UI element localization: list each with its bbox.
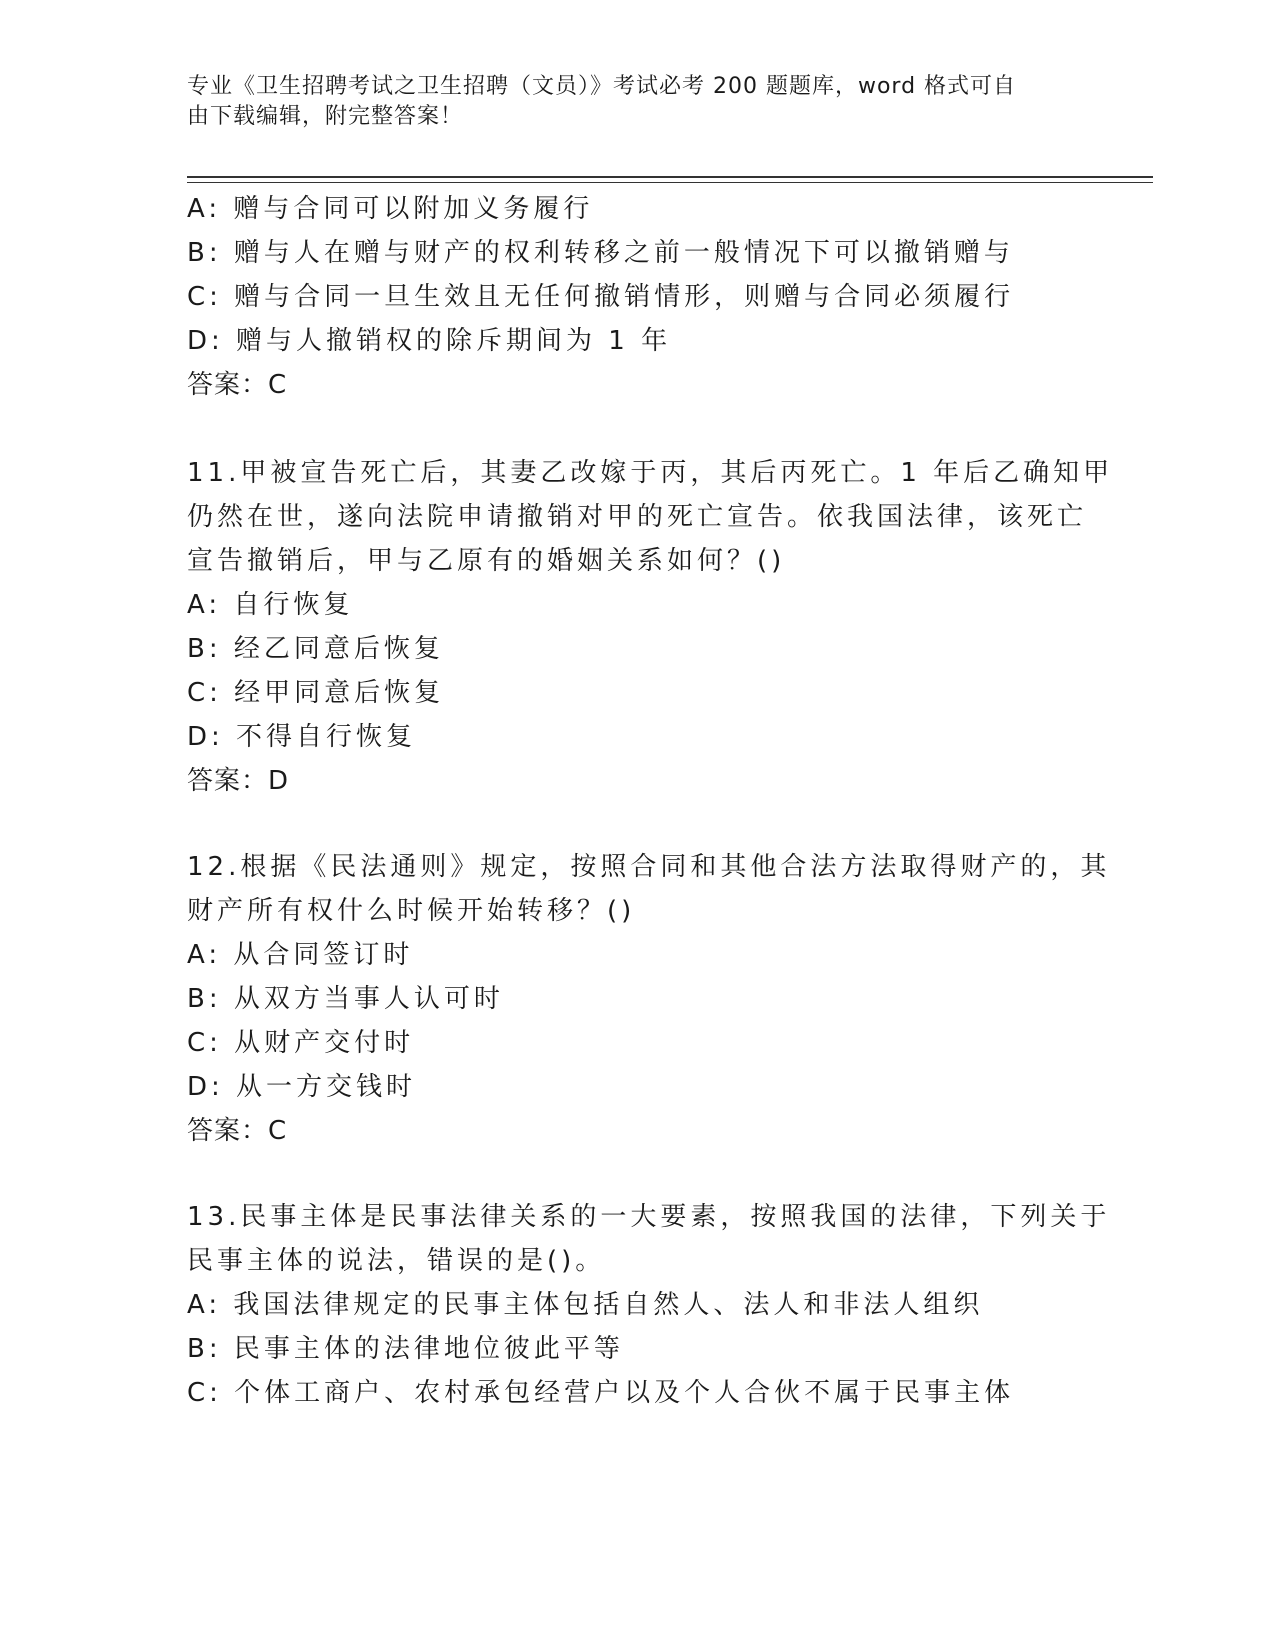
q13-option-c: C: 个体工商户、农村承包经营户以及个人合伙不属于民事主体	[187, 1378, 1015, 1408]
header-line-2: 由下载编辑，附完整答案！	[187, 104, 464, 129]
q13-option-a: A: 我国法律规定的民事主体包括自然人、法人和非法人组织	[187, 1290, 984, 1320]
q13-stem-line-2: 民事主体的说法，错误的是()。	[187, 1246, 606, 1276]
q11-option-d: D: 不得自行恢复	[187, 722, 417, 752]
header-divider-thick	[187, 176, 1153, 178]
q10-option-b: B: 赠与人在赠与财产的权利转移之前一般情况下可以撤销赠与	[187, 238, 1014, 268]
q10-answer: 答案：C	[187, 370, 288, 400]
q10-option-d: D: 赠与人撤销权的除斥期间为 1 年	[187, 326, 672, 356]
header-divider-thin	[187, 182, 1153, 183]
q12-option-d: D: 从一方交钱时	[187, 1072, 417, 1102]
q11-option-b: B: 经乙同意后恢复	[187, 634, 444, 664]
q12-option-c: C: 从财产交付时	[187, 1028, 415, 1058]
document-header	[187, 72, 1067, 132]
q11-answer: 答案：D	[187, 766, 290, 796]
q13-stem-line-1: 13.民事主体是民事法律关系的一大要素，按照我国的法律，下列关于	[187, 1202, 1111, 1232]
q11-stem-line-1: 11.甲被宣告死亡后，其妻乙改嫁于丙，其后丙死亡。1 年后乙确知甲	[187, 458, 1114, 488]
q12-answer: 答案：C	[187, 1116, 288, 1146]
q11-option-c: C: 经甲同意后恢复	[187, 678, 445, 708]
q10-option-a: A: 赠与合同可以附加义务履行	[187, 194, 594, 224]
q12-stem-line-1: 12.根据《民法通则》规定，按照合同和其他合法方法取得财产的，其	[187, 852, 1111, 882]
q10-option-c: C: 赠与合同一旦生效且无任何撤销情形，则赠与合同必须履行	[187, 282, 1015, 312]
header-line-1: 专业《卫生招聘考试之卫生招聘（文员）》考试必考 200 题题库，word 格式可自	[187, 74, 1017, 99]
q13-option-b: B: 民事主体的法律地位彼此平等	[187, 1334, 624, 1364]
q11-option-a: A: 自行恢复	[187, 590, 354, 620]
q12-option-a: A: 从合同签订时	[187, 940, 414, 970]
q12-stem-line-2: 财产所有权什么时候开始转移？()	[187, 896, 636, 926]
q11-stem-line-2: 仍然在世，遂向法院申请撤销对甲的死亡宣告。依我国法律，该死亡	[187, 502, 1088, 532]
q11-stem-line-3: 宣告撤销后，甲与乙原有的婚姻关系如何？()	[187, 546, 786, 576]
q12-option-b: B: 从双方当事人认可时	[187, 984, 504, 1014]
